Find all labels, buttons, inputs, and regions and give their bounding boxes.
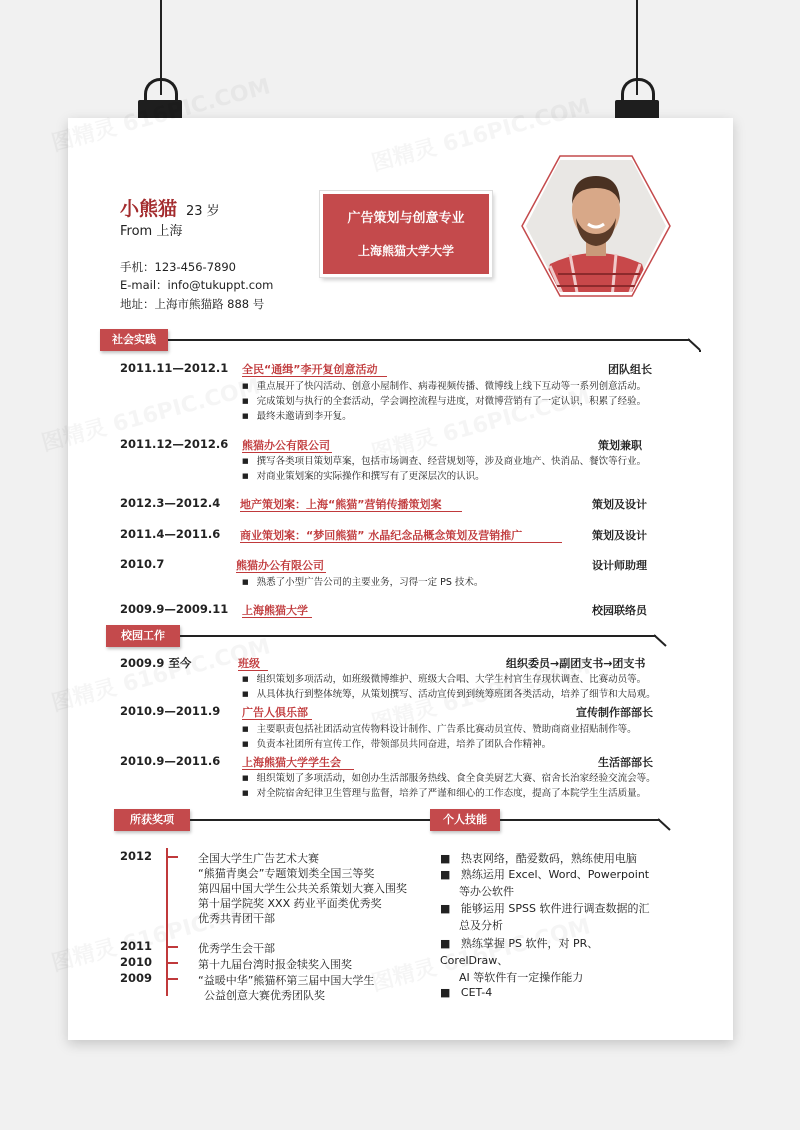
skill-text: CorelDraw、 (440, 954, 509, 967)
phone-text: 手机：123-456-7890 (120, 260, 236, 274)
campus-date-2: 2010.9—2011.9 (120, 704, 221, 718)
award-item: 第十九届台湾时报金犊奖入围奖 (198, 958, 352, 971)
awards-timeline (166, 848, 168, 996)
skill-text: 总及分析 (459, 919, 503, 932)
social-role-2: 策划兼职 (598, 439, 642, 452)
skill-item: ■ 热衷网络，酷爱数码，熟练使用电脑 (440, 852, 637, 865)
timeline-tick (168, 978, 178, 980)
social-date-4: 2011.4—2011.6 (120, 527, 221, 541)
campus-role-3: 生活部部长 (598, 756, 653, 769)
social-title-4: 商业策划案：“梦回熊猫” 水晶纪念品概念策划及营销推广 (240, 529, 523, 542)
social-role-1: 团队组长 (608, 363, 652, 376)
campus-bullet: ■ 负责本社团所有宣传工作，带领部员共同奋进，培养了团队合作精神。 (242, 736, 551, 750)
title-underline (240, 542, 562, 543)
email-text: E-mail：info@tukuppt.com (120, 278, 274, 292)
award-year: 2010 (120, 955, 153, 969)
timeline-tick (168, 946, 178, 948)
award-item: 第四届中国大学生公共关系策划大赛入围奖 (198, 882, 407, 895)
profile-photo (520, 154, 672, 298)
social-bullet: ■ 撰写各类项目策划草案，包括市场调查、经营规划等，涉及商业地产、快消品、餐饮等行业。 (242, 453, 646, 467)
social-title-5: 熊猫办公有限公司 (236, 559, 324, 572)
school-text: 上海熊猫大学大学 (357, 244, 454, 258)
skill-text: 熟练掌握 PS 软件，对 PR、 (460, 937, 599, 950)
address-text: 地址：上海市熊猫路 888 号 (120, 297, 265, 311)
social-bullet: ■ 熟悉了小型广告公司的主要业务，习得一定 PS 技术。 (242, 574, 483, 588)
title-underline (240, 511, 462, 512)
social-date-3: 2012.3—2012.4 (120, 496, 221, 510)
social-role-5: 设计师助理 (592, 559, 647, 572)
skill-text: 热衷网络，酷爱数码，熟练使用电脑 (460, 852, 637, 865)
social-bullet: ■ 重点展开了快闪活动、创意小屋制作、病毒视频传播、微博线上线下互动等一系列创意活动。 (242, 378, 646, 392)
timeline-tick (168, 856, 178, 858)
social-title-3: 地产策划案：上海“熊猫”营销传播策划案 (240, 498, 442, 511)
social-title-6: 上海熊猫大学 (242, 604, 308, 617)
social-role-3: 策划及设计 (592, 498, 647, 511)
campus-date-1: 2009.9 至今 (120, 656, 192, 670)
campus-role-2: 宣传制作部部长 (576, 706, 653, 719)
campus-title-2: 广告人俱乐部 (242, 706, 308, 719)
skill-text: AI 等软件有一定操作能力 (459, 971, 584, 984)
award-item: 优秀学生会干部 (198, 942, 275, 955)
skill-text: 等办公软件 (459, 885, 514, 898)
award-item: “益暖中华”熊猫杯第三届中国大学生 (198, 974, 375, 987)
social-bullet: ■ 最终未邀请到李开复。 (242, 408, 352, 422)
award-item: 优秀共青团干部 (198, 912, 275, 925)
divider-bend (658, 818, 672, 834)
section-tag-awards: 所获奖项 (114, 809, 190, 831)
title-underline (242, 376, 387, 377)
award-item: 公益创意大赛优秀团队奖 (204, 989, 325, 1002)
section-divider (190, 819, 430, 821)
section-divider (500, 819, 660, 821)
skill-item: ■ 能够运用 SPSS 软件进行调查数据的汇 (440, 902, 650, 915)
section-divider (180, 635, 656, 637)
social-bullet: ■ 对商业策划案的实际操作和撰写有了更深层次的认识。 (242, 468, 485, 482)
section-tag-skills: 个人技能 (430, 809, 500, 831)
campus-bullet: ■ 组织策划多项活动，如班级微博维护、班级大合唱、大学生村官生存现状调查、比赛动员等。 (242, 671, 646, 685)
social-bullet: ■ 完成策划与执行的全套活动，学会调控流程与进度，对微博营销有了一定认识，积累了经验。 (242, 393, 646, 407)
skill-item: ■ 熟练运用 Excel、Word、Powerpoint (440, 868, 650, 881)
candidate-origin: From 上海 (120, 224, 183, 239)
campus-bullet: ■ 主要职责包括社团活动宣传物料设计制作、广告系比赛动员宣传、赞助商商业招贴制作等。 (242, 721, 637, 735)
title-underline (236, 572, 326, 573)
section-divider (168, 339, 690, 341)
award-year: 2011 (120, 939, 153, 953)
section-tag-social: 社会实践 (100, 329, 168, 351)
social-date-5: 2010.7 (120, 557, 165, 571)
social-role-4: 策划及设计 (592, 529, 647, 542)
award-year: 2012 (120, 849, 153, 863)
social-date-2: 2011.12—2012.6 (120, 437, 229, 451)
campus-title-3: 上海熊猫大学学生会 (242, 756, 341, 769)
resume-paper (68, 118, 733, 1040)
section-tag-campus: 校园工作 (106, 625, 180, 647)
social-title-1: 全民“通缉”李开复创意活动 (242, 363, 378, 376)
candidate-age: 23 岁 (186, 204, 220, 219)
title-underline (242, 617, 312, 618)
award-item: “熊猫青奥会”专题策划类全国三等奖 (198, 867, 375, 880)
skill-text: 能够运用 SPSS 软件进行调查数据的汇 (460, 902, 650, 915)
skill-text: 熟练运用 Excel、Word、Powerpoint (460, 868, 650, 881)
major-text: 广告策划与创意专业 (347, 211, 465, 226)
social-role-6: 校园联络员 (592, 604, 647, 617)
skill-item: ■ CET-4 (440, 986, 493, 999)
title-underline (242, 719, 312, 720)
social-title-2: 熊猫办公有限公司 (242, 439, 330, 452)
award-item: 全国大学生广告艺术大赛 (198, 852, 319, 865)
award-item: 第十届学院奖 XXX 药业平面类优秀奖 (198, 897, 382, 910)
section-divider-tail (699, 350, 701, 352)
skill-text: CET-4 (460, 986, 493, 999)
divider-bend (654, 634, 668, 650)
campus-bullet: ■ 组织策划了多项活动，如创办生活部服务热线、食全食美厨艺大赛、宿舍长治家经验交流会等。 (242, 770, 656, 784)
campus-date-3: 2010.9—2011.6 (120, 754, 221, 768)
skill-item: ■ 熟练掌握 PS 软件，对 PR、 (440, 937, 599, 950)
campus-role-1: 组织委员→副团支书→团支书 (506, 657, 646, 670)
campus-title-1: 班级 (238, 657, 260, 670)
campus-bullet: ■ 从具体执行到整体统筹，从策划撰写、活动宣传到到统筹班团各类活动，培养了细节和大局观。 (242, 686, 656, 700)
campus-bullet: ■ 对全院宿舍纪律卫生管理与监督，培养了严谨和细心的工作态度，提高了本院学生生活质量。 (242, 785, 646, 799)
social-date-6: 2009.9—2009.11 (120, 602, 229, 616)
award-year: 2009 (120, 971, 153, 985)
social-date-1: 2011.11—2012.1 (120, 361, 229, 375)
major-box (320, 191, 492, 277)
candidate-name: 小熊猫 (120, 198, 178, 220)
timeline-tick (168, 962, 178, 964)
